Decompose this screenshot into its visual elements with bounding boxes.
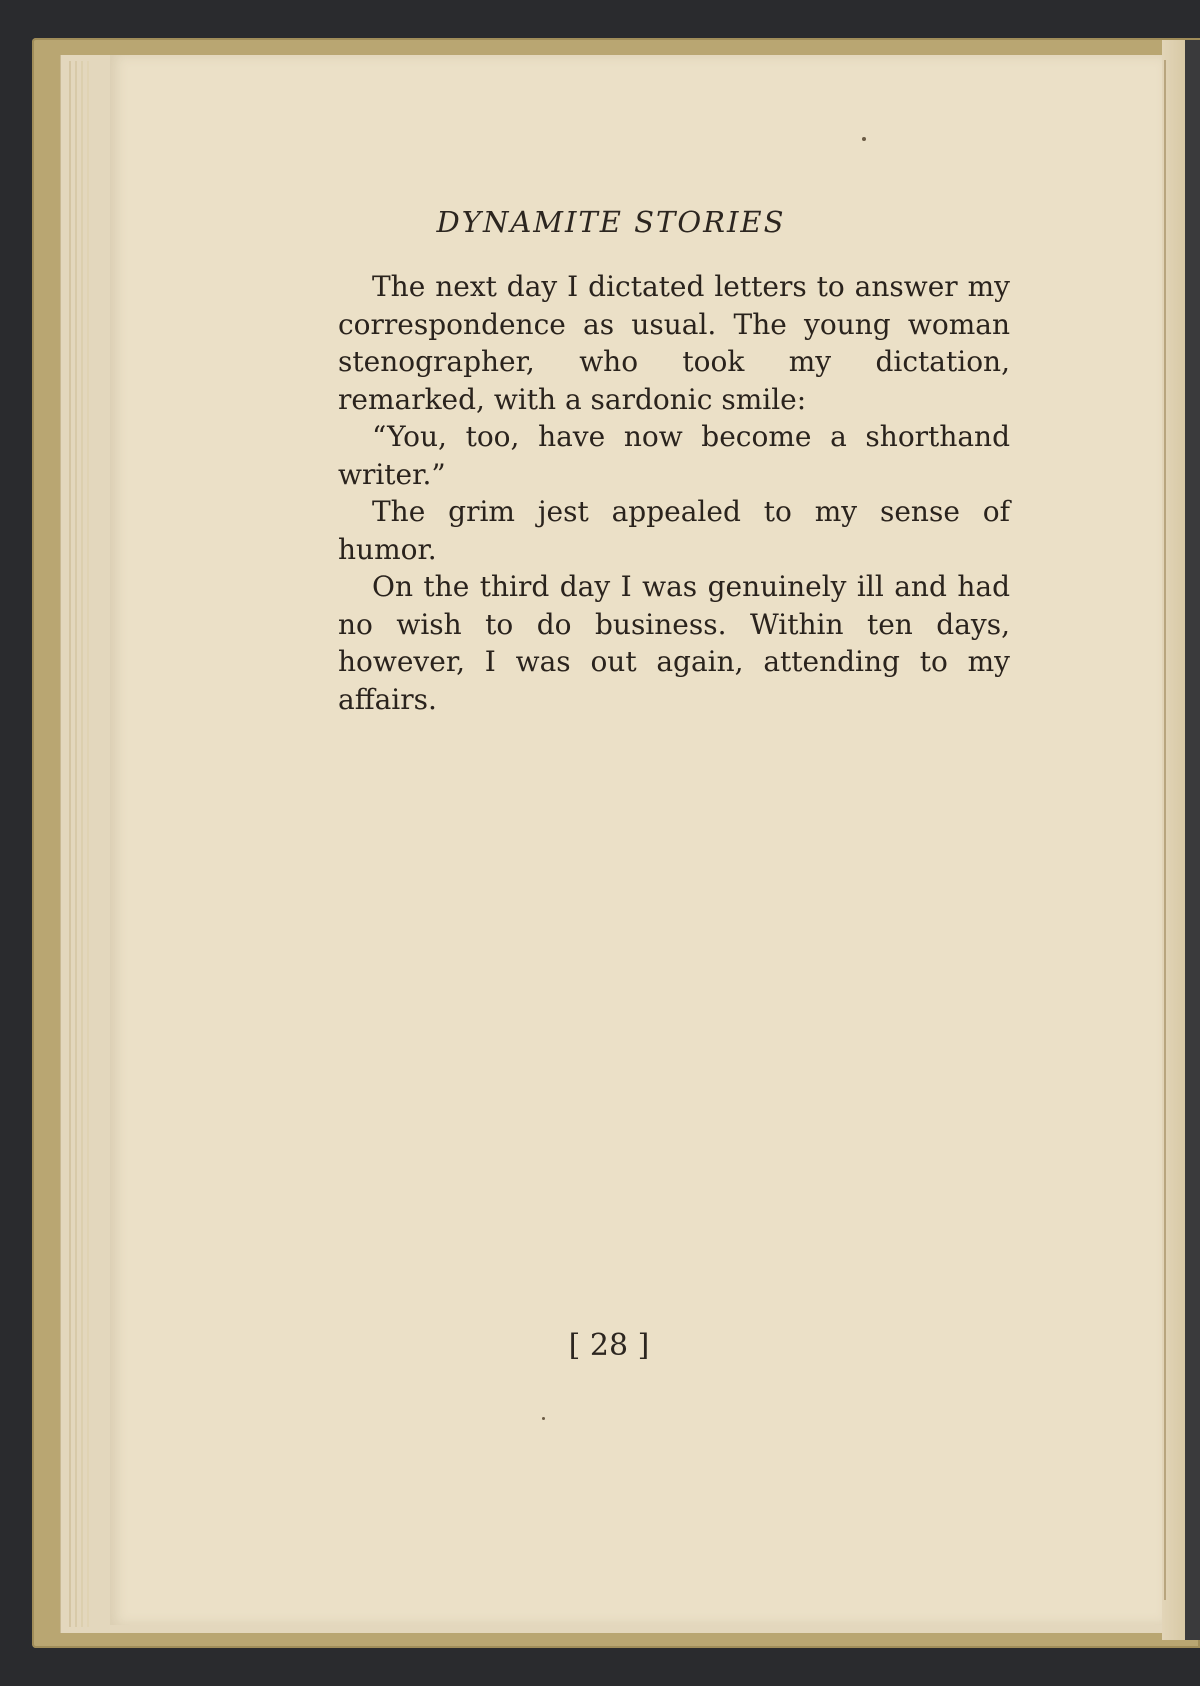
book-gutter bbox=[1162, 40, 1200, 1640]
paper-speck bbox=[542, 1417, 545, 1420]
gutter-line bbox=[1164, 60, 1166, 1600]
body-text bbox=[338, 268, 1010, 718]
paragraph: The next day I dictated letters to answer my correspondence as usual. The young woman stenographer, who took my dictation, remarked, with a sardonic smile: bbox=[338, 270, 1010, 416]
paragraph: On the third day I was genuinely ill and had no wish to do business. Within ten days, however, I was out again, attending to my affairs. bbox=[338, 570, 1010, 716]
paper-speck bbox=[862, 137, 866, 141]
running-head: DYNAMITE STORIES bbox=[436, 205, 786, 239]
paragraph: “You, too, have now become a shorthand writer.” bbox=[338, 420, 1010, 491]
page-number: [ 28 ] bbox=[568, 1328, 650, 1363]
paragraph: The grim jest appealed to my sense of humor. bbox=[338, 495, 1010, 566]
